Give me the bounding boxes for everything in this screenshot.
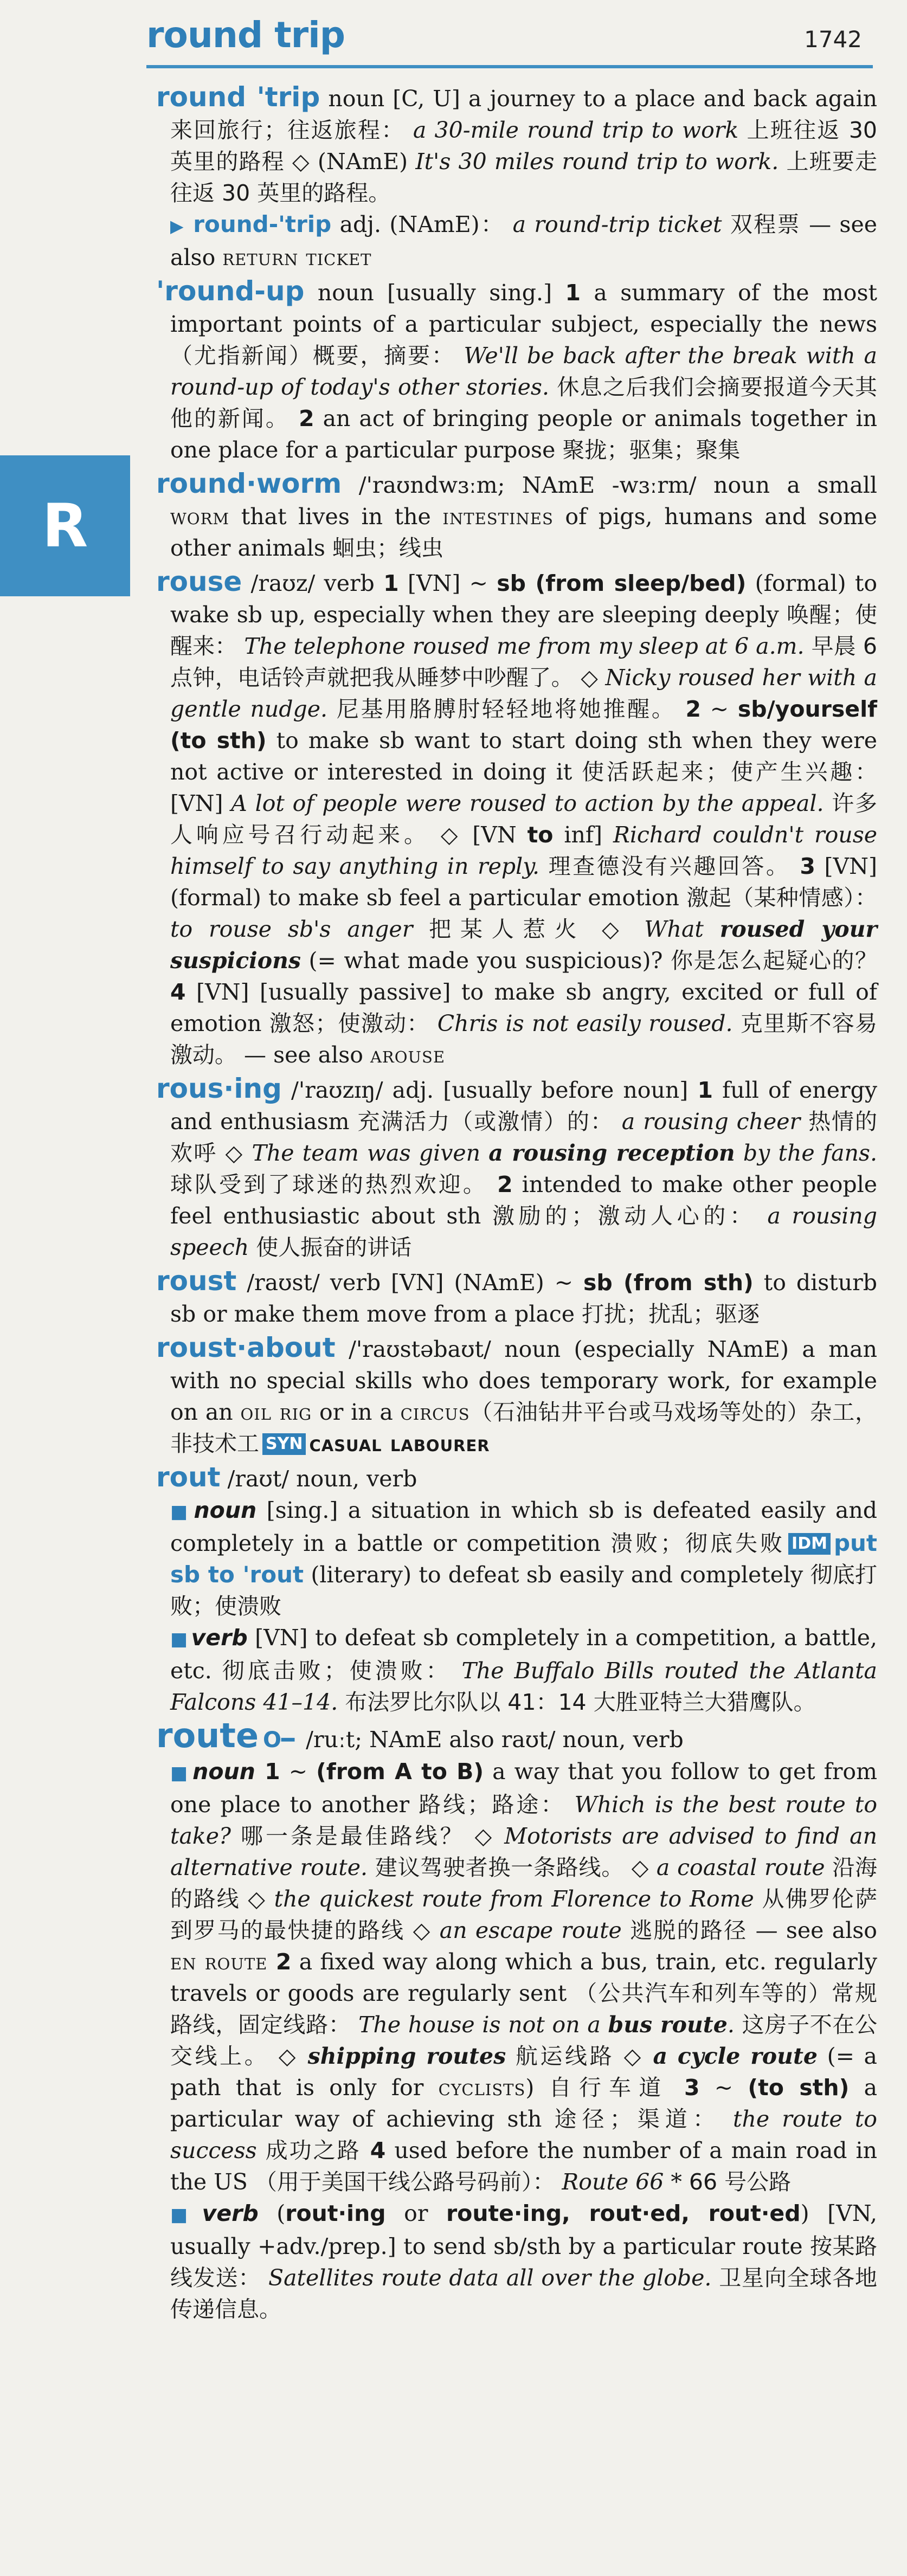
definition-text: an act of bringing people or animals together in one place for a particular purpose	[170, 405, 877, 463]
example: Which is the best route to take?	[170, 1792, 878, 1849]
sense-verb	[170, 1622, 877, 1718]
translation: 来回旅行；往返旅程：	[170, 117, 405, 143]
part-of-speech: verb	[202, 2200, 259, 2226]
sense-number: 3	[790, 853, 815, 879]
part-of-speech: verb	[191, 1625, 248, 1651]
translation: 热情的欢呼	[170, 1109, 877, 1166]
translation: 自行车道	[549, 2075, 669, 2101]
translation: 彻底打败；使溃败	[170, 1562, 877, 1619]
definition-text: ◇	[614, 2043, 653, 2069]
part-of-speech: noun	[192, 1759, 255, 1785]
entry-round-trip	[156, 81, 877, 273]
entry-round-up	[156, 275, 877, 466]
headword: round 'trip	[156, 81, 320, 113]
translation: 溃败；彻底失败	[610, 1530, 786, 1556]
page-number: 1742	[804, 26, 862, 53]
translation: 克里斯不容易激动。	[170, 1010, 878, 1068]
translation: 使人振奋的讲话	[256, 1234, 412, 1260]
definition-text: /'raʊstəbaʊt/ noun (especially NAmE) a man with no special skills who does temporary work, for example on an	[170, 1336, 877, 1425]
sense-number: 1	[697, 1077, 713, 1103]
idiom: put sb to 'rout	[170, 1530, 877, 1588]
translation: 聚拢；驱集；聚集	[562, 437, 741, 463]
triangle-right-icon: ▶	[170, 216, 185, 236]
translation: （用于美国干线公路号码前）：	[254, 2169, 555, 2195]
square-bullet-icon: ■	[170, 2204, 199, 2226]
example: an escape route	[439, 1917, 631, 1943]
translation: 你是怎么起疑心的？	[671, 948, 878, 974]
definition-text: ◇	[624, 1854, 657, 1881]
definition-text: /'raʊzɪŋ/ adj. [usually before noun]	[281, 1077, 698, 1103]
guide-word: round trip	[146, 14, 345, 56]
example: Route 66 *	[555, 2169, 689, 2195]
definition-text: a summary of the most important points of a particular subject, especially the news	[170, 280, 877, 337]
example: We'll be back after the break with a round-up of today's other stories.	[170, 343, 878, 400]
headword: rous·ing	[156, 1073, 282, 1104]
headword: roust	[156, 1265, 237, 1297]
translation: 唤醒；使醒来：	[170, 602, 878, 659]
definition-text: inf]	[553, 822, 613, 848]
definition-text: (= a path that is only for	[170, 2043, 877, 2101]
translation: 卫星向全球各地传递信息。	[170, 2265, 877, 2322]
definition-text: ◇ (NAmE)	[284, 149, 416, 175]
grammar-pattern: sb/yourself (to sth)	[170, 696, 877, 754]
translation: 建议驾驶者换一条路线。	[375, 1854, 625, 1881]
translation: 上班要走往返 30 英里的路程。	[170, 149, 877, 206]
sense-number: 4	[170, 979, 186, 1005]
definition-text: used before the number of a main road in the US	[170, 2137, 878, 2195]
headword: 'round-up	[156, 275, 305, 307]
cross-ref: circus	[400, 1399, 470, 1425]
definition-text: or	[385, 2200, 446, 2226]
sense-number: 3	[668, 2075, 700, 2101]
definition-text: [sing.] a situation in which sb is defeated easily and completely in a battle or competition	[170, 1497, 878, 1556]
cross-ref-text: — see also	[237, 1042, 370, 1068]
grammar-pattern: sb (from sleep/bed)	[497, 570, 747, 596]
translation: 激怒；使激动：	[269, 1010, 430, 1036]
translation: 沿海的路线	[170, 1854, 878, 1912]
grammar-pattern: to	[527, 822, 554, 848]
translation: 蛔虫；线虫	[332, 535, 443, 561]
letter-tab: R	[0, 455, 130, 596]
definition-text: noun [C, U] a journey to a place and back again	[320, 86, 877, 112]
example: a rousing cheer	[613, 1109, 809, 1135]
example: a rousing speech	[170, 1203, 877, 1260]
translation: 从佛罗伦萨到罗马的最快捷的路线	[170, 1886, 878, 1943]
example-bold: shipping routes	[307, 2043, 506, 2069]
example: The Buffalo Bills routed the Atlanta Falcons 41–14.	[170, 1658, 877, 1715]
syn-label: SYN	[262, 1433, 306, 1455]
example-bold: roused your suspicions	[170, 916, 877, 974]
key-icon: O━	[263, 1728, 295, 1753]
definition-text: [VN] [usually passive] to make sb angry, excited or full of emotion	[170, 979, 877, 1036]
cross-ref-text: — see also	[170, 211, 877, 271]
translation: 使活跃起来；使产生兴趣：	[582, 759, 877, 785]
sense-noun	[170, 1756, 877, 2198]
example: Satellites route data all over the globe.	[261, 2265, 719, 2291]
example-bold: a cycle route	[653, 2043, 818, 2069]
definition-text: (	[258, 2200, 286, 2226]
definition-text: that lives in the	[229, 504, 443, 530]
translation: 激起（某种情感）：	[686, 885, 877, 911]
square-bullet-icon: ■	[170, 1762, 190, 1784]
definition-text: (= what made you suspicious)?	[301, 948, 671, 974]
grammar-pattern: sb (from sth)	[583, 1270, 754, 1296]
entry-route	[156, 1716, 878, 2325]
translation: 球队受到了球迷的热烈欢迎。	[170, 1171, 487, 1197]
example: The house is not on a	[351, 2012, 608, 2038]
definition-text: ◇	[217, 1140, 252, 1166]
translation: 早晨 6 点钟，电话铃声就把我从睡梦中吵醒了。	[170, 633, 878, 691]
translation: 途径；渠道：	[554, 2106, 721, 2132]
sense-noun	[170, 1495, 877, 1622]
grammar-pattern: (from A to B)	[316, 1759, 484, 1785]
definition-text: ◇ [VN	[429, 822, 528, 848]
example: Motorists are advised to find an alternative route.	[170, 1823, 878, 1881]
example: a round-trip ticket	[504, 211, 730, 237]
example: Chris is not easily roused.	[429, 1010, 741, 1036]
cross-ref: en route	[170, 1949, 268, 1975]
definition-text: /raʊz/ verb	[242, 570, 384, 596]
entry-rouse	[156, 566, 877, 1071]
sense-number: 4	[361, 2137, 386, 2163]
definition-text: a fixed way along which a bus, train, etc. regularly travels or goods are regularly sent	[170, 1949, 877, 2006]
example-bold: a rousing reception	[488, 1140, 735, 1166]
translation: 理查德没有兴趣回答。	[548, 853, 790, 879]
synonym: casual labourer	[309, 1431, 490, 1457]
definition-text: ◇	[573, 665, 606, 691]
definition-text: /raʊst/ verb [VN] (NAmE) ~	[236, 1270, 584, 1296]
definition-text: a way that you follow to get from one place to another	[170, 1759, 877, 1818]
page-header	[146, 11, 873, 68]
definition-text: [VN] ~	[398, 570, 497, 596]
example: The team was given	[252, 1140, 489, 1166]
definition-text: [VN]	[170, 790, 231, 816]
headword: rout	[156, 1461, 221, 1493]
sense-verb	[170, 2198, 877, 2325]
definition-text: ◇	[404, 1917, 440, 1943]
definition-text: ◇	[269, 2043, 308, 2069]
translation: 布法罗比尔队以 41：14 大胜亚特兰大猎鹰队。	[345, 1689, 816, 1715]
definition-text: ~	[701, 696, 738, 722]
definition-text: of pigs, humans and some other animals	[170, 504, 877, 561]
example: the quickest route from Florence to Rome	[274, 1886, 762, 1912]
definition-text: ◇	[586, 916, 645, 942]
definition-text: full of energy and enthusiasm	[170, 1077, 877, 1135]
translation: 许多人响应号召行动起来。	[170, 790, 877, 848]
definition-text: or in a	[312, 1399, 401, 1425]
example: to rouse sb's anger	[170, 916, 429, 942]
cross-ref: return ticket	[222, 244, 372, 271]
entry-roust	[156, 1265, 877, 1330]
definition-text: ) [VN, usually +adv./prep.] to send sb/sth by a particular route	[170, 2200, 878, 2259]
translation: 航运线路	[506, 2043, 615, 2069]
headword: route	[156, 1716, 259, 1755]
example: a coastal route	[656, 1854, 833, 1881]
example: the route to success	[170, 2106, 877, 2163]
idm-label: IDM	[788, 1533, 831, 1555]
cross-ref: arouse	[370, 1042, 446, 1068]
definition-text: [VN] to defeat sb completely in a competition, a battle, etc.	[170, 1625, 878, 1684]
definition-text: ◇	[465, 1823, 505, 1849]
example-bold: bus route	[608, 2012, 728, 2038]
translation: 尼基用胳膊肘轻轻地将她推醒。	[336, 696, 676, 722]
entry-roustabout	[156, 1332, 877, 1459]
example: A lot of people were roused to action by the appeal.	[231, 790, 832, 816]
square-bullet-icon: ■	[170, 1501, 191, 1523]
translation: 充满活力（或激情）的：	[357, 1109, 614, 1135]
translation: 双程票	[730, 211, 801, 237]
square-bullet-icon: ■	[170, 1628, 188, 1650]
sense-number: 2	[676, 696, 702, 722]
translation: 打扰；扰乱；驱逐	[582, 1301, 760, 1327]
cross-ref-text: — see also	[747, 1917, 877, 1943]
sense-number: 1	[255, 1759, 280, 1785]
entry-roundworm	[156, 468, 877, 564]
sense-number: 2	[267, 1949, 292, 1975]
definition-text: [VN] (formal) to make sb feel a particular emotion	[170, 853, 877, 911]
inflection: route·ing, rout·ed, rout·ed	[446, 2200, 801, 2226]
example: It's 30 miles round trip to work.	[415, 149, 779, 175]
cross-ref: intestines	[442, 504, 554, 530]
translation: 激励的；激动人心的：	[492, 1203, 756, 1229]
definition-text: to make sb want to start doing sth when they were not active or interested in doing it	[170, 727, 877, 785]
translation: （公共汽车和列车等的）常规路线，固定线路：	[170, 1980, 877, 2038]
definition-text: ~	[280, 1759, 317, 1785]
example: What	[644, 916, 720, 942]
example: by the fans.	[735, 1140, 878, 1166]
sense-number: 1	[383, 570, 399, 596]
definition-text: )	[525, 2075, 549, 2101]
definition-text: /raʊt/ noun, verb	[220, 1466, 417, 1492]
example: The telephone roused me from my sleep at 6 a.m.	[237, 633, 812, 659]
translation: 路线；路途：	[419, 1792, 565, 1818]
translation: （石油钻井平台或马戏场等处的）杂工，非技术工	[170, 1399, 877, 1457]
sense-number: 1	[565, 280, 581, 306]
example: a 30-mile round trip to work	[404, 117, 747, 143]
headword: roust·about	[156, 1332, 336, 1363]
translation: 彻底击败；使溃败：	[222, 1658, 452, 1684]
translation: 成功之路	[265, 2137, 361, 2163]
translation: 66 号公路	[689, 2169, 792, 2195]
definition-text: /'raʊndwɜːm; NAmE -wɜːrm/ noun a small	[342, 472, 877, 498]
definition-text: adj. (NAmE)：	[331, 211, 505, 237]
sense-number: 2	[487, 1171, 513, 1197]
example: Nicky roused her with a gentle nudge.	[170, 665, 877, 722]
example: Richard couldn't rouse himself to say anything in reply.	[170, 822, 878, 879]
definition-text: (formal) to wake sb up, especially when they are sleeping deeply	[170, 570, 878, 628]
cross-ref: cyclists	[438, 2075, 526, 2101]
headword: round·worm	[156, 468, 342, 499]
cross-ref: oil rig	[240, 1399, 312, 1425]
definition-text: to disturb sb or make them move from a place	[170, 1270, 877, 1327]
definition-text: noun [usually sing.]	[304, 280, 565, 306]
definition-text: ~	[699, 2075, 748, 2101]
translation: 把某人惹火	[429, 916, 586, 942]
example: .	[727, 2012, 742, 2038]
sense-number: 2	[289, 405, 314, 432]
inflection: rout·ing	[285, 2200, 386, 2226]
headword: rouse	[156, 566, 242, 597]
entry-rout	[156, 1461, 877, 1718]
translation: 哪一条是最佳路线？	[241, 1823, 465, 1849]
translation: （尤指新闻）概要，摘要：	[170, 343, 455, 369]
translation: 休息之后我们会摘要报道今天其他的新闻。	[170, 374, 877, 432]
definition-text: /ruːt; NAmE also raʊt/ noun, verb	[299, 1727, 684, 1753]
definition-text: intended to make other people feel enthusiastic about sth	[170, 1171, 877, 1229]
translation: 逃脱的路径	[630, 1917, 748, 1943]
entry-rousing	[156, 1073, 877, 1263]
definition-text: (literary) to defeat sb easily and completely	[304, 1562, 810, 1588]
grammar-pattern: (to sth)	[748, 2075, 850, 2101]
part-of-speech: noun	[194, 1497, 257, 1523]
definition-text: a particular way of achieving sth	[170, 2075, 878, 2132]
entry-column	[156, 81, 877, 2327]
translation: 上班往返 30 英里的路程	[170, 117, 877, 175]
translation: 按某路线发送：	[170, 2233, 877, 2291]
translation: 这房子不在公交线上。	[170, 2012, 877, 2069]
derivative-headword: round-'trip	[193, 211, 332, 237]
cross-ref: worm	[170, 504, 230, 530]
definition-text: ◇	[240, 1886, 274, 1912]
